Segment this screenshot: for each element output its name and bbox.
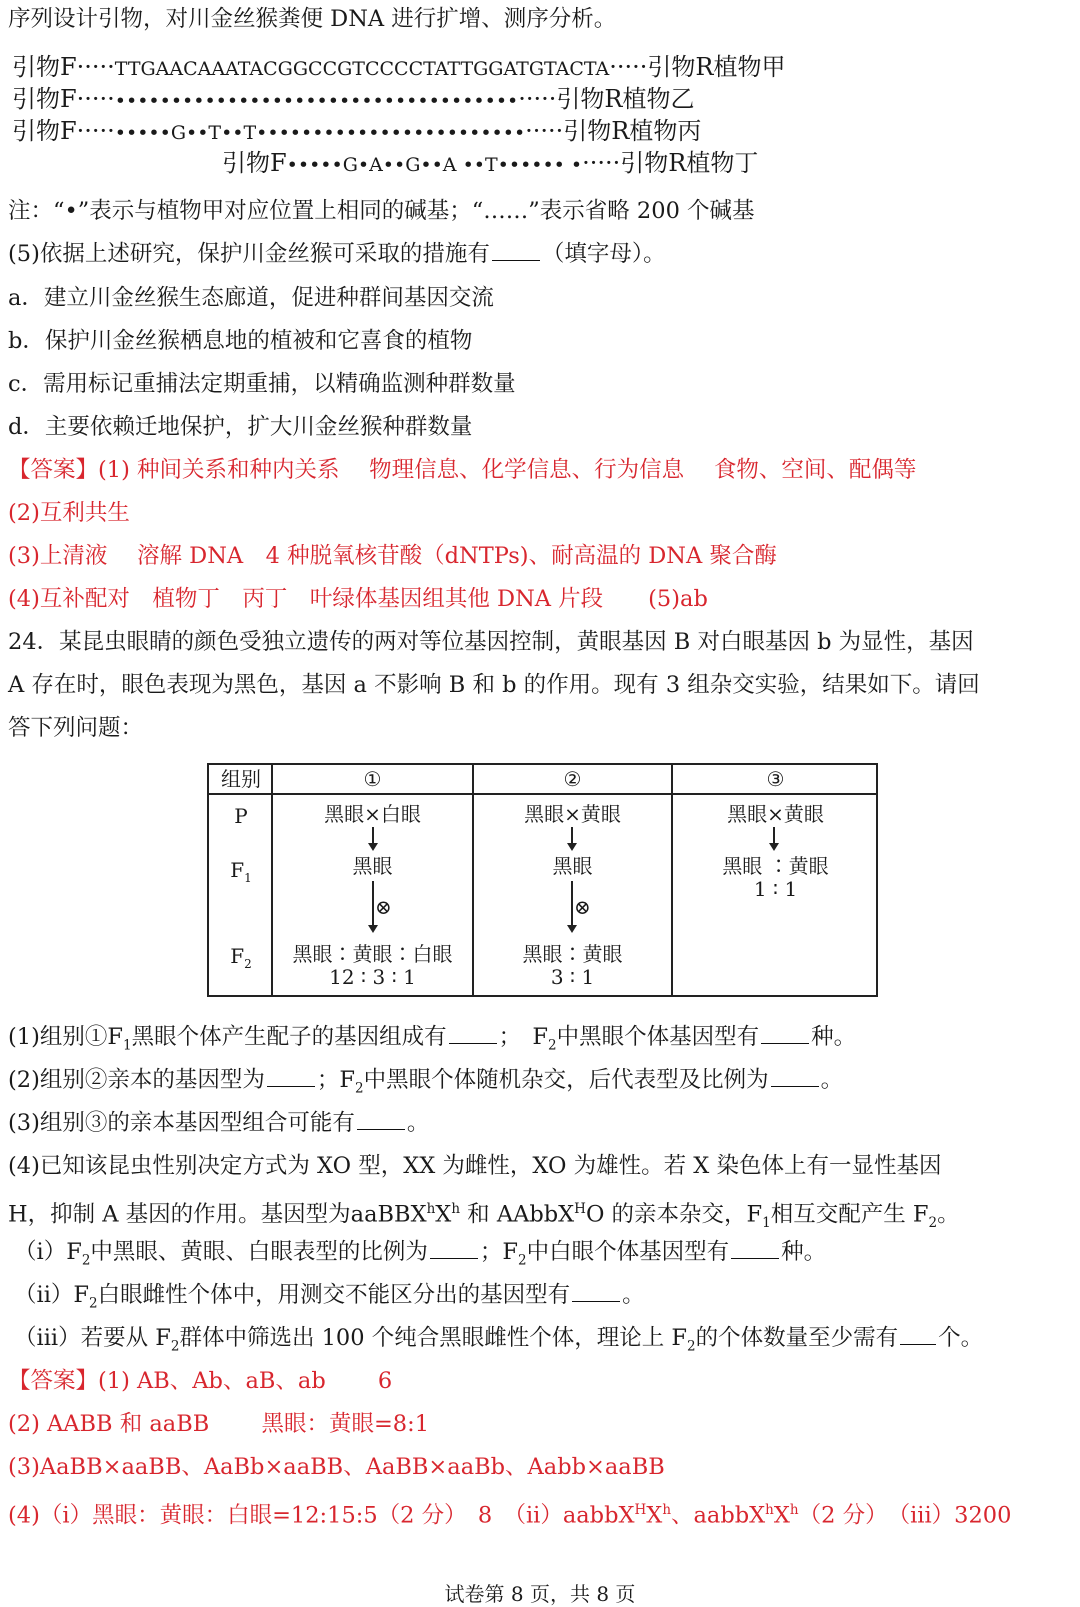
question-5 bbox=[8, 239, 666, 269]
arrow-icon bbox=[571, 827, 573, 849]
selfing-icon: ⊗ bbox=[574, 895, 591, 919]
g1-f2-ratio: 12 ∶ 3 ∶ 1 bbox=[329, 965, 416, 989]
question-text: （填字母）。 bbox=[541, 241, 666, 267]
sequence-row bbox=[12, 116, 701, 148]
answer-blank[interactable] bbox=[357, 1109, 405, 1130]
answer-line: (3)AaBB×aaBB、AaBb×aaBB、AaBB×aaBb、Aabb×aaBB bbox=[8, 1454, 665, 1480]
page-footer: 试卷第 8 页，共 8 页 bbox=[444, 1582, 636, 1606]
sequence-row bbox=[222, 148, 758, 180]
g3-f1-ratio: 1 ∶ 1 bbox=[753, 877, 798, 901]
sub-question-4-i: $(i)F_2$中黑眼、黄眼、白眼表型的比例为 ；$F_2$中白眼个体基因型有 种。 bbox=[14, 1239, 827, 1269]
sub-question-4-iii: （iii）若要从 $F_2$群体中筛选出 100 个纯合黑眼雌性个体，理论上 $F_2$的个体数量至少需有 个。 bbox=[14, 1325, 984, 1355]
selfing-icon: ⊗ bbox=[375, 895, 392, 919]
row-label-p: P bbox=[234, 804, 248, 828]
g2-f2-ratio: 3 ∶ 1 bbox=[550, 965, 595, 989]
group-header: ② bbox=[563, 767, 582, 791]
primer-f-label: 引物F····· bbox=[12, 53, 115, 81]
answer-line: (4)（i）黑眼：黄眼：白眼=12:15:5（2 分） 8 $(ii)aabbX^HX^h$、$aabbX^hX^h(2$ 分） （iii）3200 bbox=[8, 1502, 1012, 1529]
option-c: c．需用标记重捕法定期重捕，以精确监测种群数量 bbox=[8, 371, 516, 397]
option-b: b．保护川金丝猴栖息地的植被和它喜食的植物 bbox=[8, 328, 473, 354]
primer-r-label: ·····引物R植物甲 bbox=[609, 53, 786, 81]
answer-blank[interactable] bbox=[900, 1324, 936, 1345]
answer-blank[interactable] bbox=[449, 1023, 497, 1044]
sequence-bases: •••••G••T••T•••••••••••••••••••••••• bbox=[114, 122, 526, 144]
arrow-icon bbox=[773, 827, 775, 849]
primer-r-label: ·····引物R植物乙 bbox=[518, 85, 695, 113]
option-d: d．主要依赖迁地保护，扩大川金丝猴种群数量 bbox=[8, 414, 473, 440]
note-text: 注：“•”表示与植物甲对应位置上相同的碱基；“……”表示省略 200 个碱基 bbox=[8, 198, 755, 224]
primer-r-label: ·····引物R植物丙 bbox=[525, 117, 702, 145]
sub-question-4-ii: $(ii)F_2$白眼雌性个体中，用测交不能区分出的基因型有 。 bbox=[14, 1282, 645, 1312]
sub-question-4: H，抑制 A 基因的作用。基因型为$aaBBX^hX^h$ 和 AAbbX$^H$O 的亲本杂交，$F_1$相互交配产生 $F_2$。 bbox=[8, 1201, 960, 1231]
answer-blank[interactable] bbox=[771, 1066, 819, 1087]
question-24: 答下列问题： bbox=[8, 715, 144, 741]
answer-blank[interactable] bbox=[761, 1023, 809, 1044]
sequence-bases: •••••••••••••••••••••••••••••••••••• bbox=[114, 90, 519, 112]
question-text: (5)依据上述研究，保护川金丝猴可采取的措施有 bbox=[8, 241, 490, 267]
answer-line: 【答案】(1) 种间关系和种内关系 物理信息、化学信息、行为信息 食物、空间、配偶等 bbox=[8, 457, 917, 483]
g2-parents: 黑眼×黄眼 bbox=[524, 802, 621, 826]
g1-parents: 黑眼×白眼 bbox=[324, 802, 421, 826]
primer-f-label: 引物F····· bbox=[12, 117, 115, 145]
primer-f-label: 引物F bbox=[222, 149, 287, 177]
answer-line: 【答案】(1) AB、Ab、aB、ab 6 bbox=[8, 1368, 393, 1394]
arrow-icon bbox=[372, 827, 374, 849]
group-header: ① bbox=[363, 767, 382, 791]
g3-parents: 黑眼×黄眼 bbox=[727, 802, 824, 826]
group-header: ③ bbox=[766, 767, 785, 791]
sub-question-3: (3)组别③的亲本基因型组合可能有 。 bbox=[8, 1110, 430, 1136]
primer-f-label: 引物F····· bbox=[12, 85, 115, 113]
sequence-bases: TTGAACAAATACGGCCGTCCCCTATTGGATGTACTA bbox=[114, 58, 610, 80]
option-a: a．建立川金丝猴生态廊道，促进种群间基因交流 bbox=[8, 285, 494, 311]
answer-line: (4)互补配对 植物丁 丙丁 叶绿体基因组其他 DNA 片段 (5)ab bbox=[8, 586, 708, 612]
answer-blank[interactable] bbox=[267, 1066, 315, 1087]
g1-f2: 黑眼∶黄眼∶白眼 bbox=[292, 942, 453, 966]
sub-question-4: (4)已知该昆虫性别决定方式为 XO 型，XX 为雌性，XO 为雄性。若 X 染色体上有一显性基因 bbox=[8, 1153, 942, 1179]
g2-f1: 黑眼 bbox=[552, 854, 593, 878]
answer-line: (2) AABB 和 aaBB 黑眼：黄眼=8:1 bbox=[8, 1411, 430, 1437]
answer-blank[interactable] bbox=[572, 1281, 620, 1302]
answer-line: (2)互利共生 bbox=[8, 500, 130, 526]
cross-table bbox=[207, 763, 878, 997]
answer-blank[interactable] bbox=[430, 1238, 478, 1259]
sequence-row bbox=[12, 52, 785, 84]
row-label-f2: $F_2$ bbox=[230, 944, 252, 971]
question-24: A 存在时，眼色表现为黑色，基因 a 不影响 B 和 b 的作用。现有 3 组杂交实验，结果如下。请回 bbox=[8, 672, 980, 698]
table-header-label: 组别 bbox=[221, 767, 261, 791]
answer-line: (3)上清液 溶解 DNA 4 种脱氧核苷酸（dNTPs)、耐高温的 DNA 聚合酶 bbox=[8, 543, 777, 569]
primer-r-label: ·····引物R植物丁 bbox=[582, 149, 759, 177]
answer-blank[interactable] bbox=[492, 240, 540, 261]
g2-f2: 黑眼∶黄眼 bbox=[522, 942, 623, 966]
answer-blank[interactable] bbox=[731, 1238, 779, 1259]
row-label-f1: $F_1$ bbox=[230, 858, 252, 885]
sub-question-2: (2)组别②亲本的基因型为 ；$F_2$中黑眼个体随机杂交，后代表型及比例为 。 bbox=[8, 1067, 844, 1097]
g3-f1: 黑眼 ∶黄眼 bbox=[722, 854, 829, 878]
sub-question-1: (1)组别$①F_1$黑眼个体产生配子的基因组成有 ； $F_2$中黑眼个体基因型有 种。 bbox=[8, 1024, 857, 1054]
g1-f1: 黑眼 bbox=[352, 854, 393, 878]
intro-text: 序列设计引物，对川金丝猴粪便 DNA 进行扩增、测序分析。 bbox=[8, 6, 617, 32]
question-24: 24．某昆虫眼睛的颜色受独立遗传的两对等位基因控制，黄眼基因 B 对白眼基因 b 为显性，基因 bbox=[8, 629, 974, 655]
sequence-row bbox=[12, 84, 694, 116]
arrow-icon bbox=[372, 881, 374, 931]
arrow-icon bbox=[571, 881, 573, 931]
sequence-bases: •••••G•A••G••A ••T•••••• • bbox=[286, 154, 583, 176]
